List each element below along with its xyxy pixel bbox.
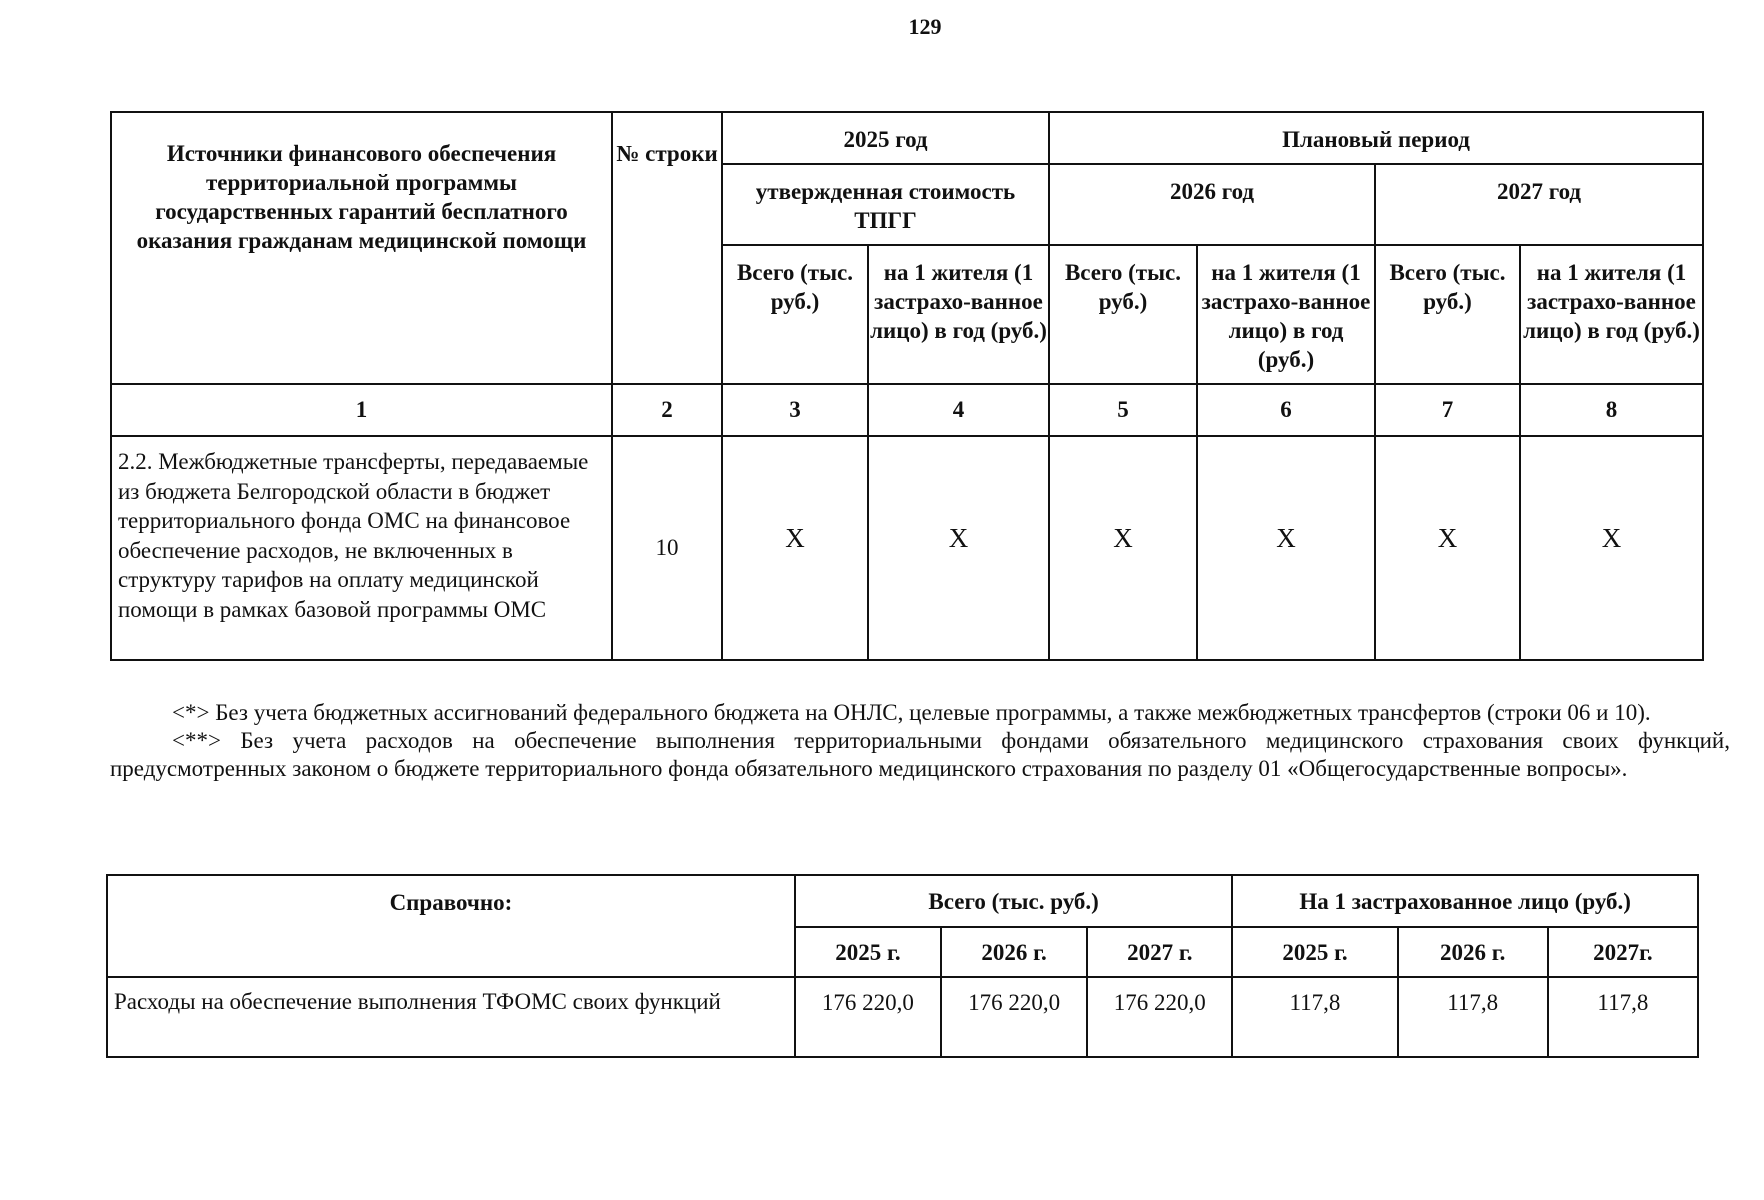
- header-per-resident-2026: на 1 жителя (1 застрахо-ванное лицо) в год (руб.): [1197, 245, 1375, 384]
- page-number: 129: [908, 14, 942, 39]
- row-description: 2.2. Межбюджетные трансферты, передаваемые из бюджета Белгородской области в бюджет территориального фонда ОМС на финансовое обеспечение расходов, не включенных в структуру тарифов на оплату медицинской помощи в рамках базовой программы ОМС: [111, 436, 612, 660]
- row-description: Расходы на обеспечение выполнения ТФОМС своих функций: [107, 977, 795, 1057]
- header-per-insured-group: На 1 застрахованное лицо (руб.): [1232, 875, 1698, 927]
- footnotes: [110, 699, 1730, 783]
- column-number: 1: [111, 384, 612, 436]
- header-year: 2027 г.: [1087, 927, 1232, 977]
- cell-value: X: [1197, 436, 1375, 660]
- reference-table: [106, 874, 1699, 1058]
- header-total-2025: Всего (тыс. руб.): [722, 245, 868, 384]
- column-number: 5: [1049, 384, 1197, 436]
- header-year: 2027г.: [1548, 927, 1698, 977]
- column-number: 8: [1520, 384, 1703, 436]
- column-number: 4: [868, 384, 1049, 436]
- table-row: [111, 436, 1703, 660]
- header-total-2026: Всего (тыс. руб.): [1049, 245, 1197, 384]
- header-approved-cost: утвержденная стоимость ТПГГ: [722, 164, 1049, 245]
- column-number: 3: [722, 384, 868, 436]
- cell-value: 117,8: [1548, 977, 1698, 1057]
- header-year-2026: 2026 год: [1049, 164, 1375, 245]
- header-year-2025: 2025 год: [722, 112, 1049, 164]
- column-number: 2: [612, 384, 722, 436]
- header-total-2027: Всего (тыс. руб.): [1375, 245, 1520, 384]
- header-planned-period: Плановый период: [1049, 112, 1703, 164]
- financing-sources-table: [110, 111, 1704, 661]
- column-numbers-row: [111, 384, 1703, 436]
- header-year-2027: 2027 год: [1375, 164, 1703, 245]
- cell-value: X: [868, 436, 1049, 660]
- table-row: [107, 977, 1698, 1057]
- header-per-resident-2025: на 1 жителя (1 застрахо-ванное лицо) в год (руб.): [868, 245, 1049, 384]
- row-number: 10: [612, 436, 722, 660]
- header-year: 2025 г.: [1232, 927, 1397, 977]
- cell-value: 117,8: [1398, 977, 1548, 1057]
- cell-value: 176 220,0: [1087, 977, 1232, 1057]
- header-year: 2026 г.: [941, 927, 1087, 977]
- reference-title: Справочно:: [107, 875, 795, 977]
- header-year: 2026 г.: [1398, 927, 1548, 977]
- cell-value: X: [1049, 436, 1197, 660]
- column-number: 6: [1197, 384, 1375, 436]
- column-number: 7: [1375, 384, 1520, 436]
- header-sources: Источники финансового обеспечения территориальной программы государственных гарантий бесплатного оказания гражданам медицинской помощи: [111, 112, 612, 384]
- header-total-group: Всего (тыс. руб.): [795, 875, 1233, 927]
- header-year: 2025 г.: [795, 927, 941, 977]
- cell-value: 176 220,0: [941, 977, 1087, 1057]
- cell-value: 117,8: [1232, 977, 1397, 1057]
- cell-value: X: [1375, 436, 1520, 660]
- cell-value: X: [1520, 436, 1703, 660]
- cell-value: X: [722, 436, 868, 660]
- footnote: <*> Без учета бюджетных ассигнований федерального бюджета на ОНЛС, целевые программы, а также межбюджетных трансфертов (строки 06 и 10).: [172, 700, 1651, 725]
- footnote: <**> Без учета расходов на обеспечение выполнения территориальными фондами обязательного медицинского страхования своих функций, предусмотренных законом о бюджете территориального фонда обязательного медицинского страхования по разделу 01 «Общегосударственные вопросы».: [110, 728, 1730, 781]
- header-row-number: № строки: [612, 112, 722, 384]
- cell-value: 176 220,0: [795, 977, 941, 1057]
- header-per-resident-2027: на 1 жителя (1 застрахо-ванное лицо) в год (руб.): [1520, 245, 1703, 384]
